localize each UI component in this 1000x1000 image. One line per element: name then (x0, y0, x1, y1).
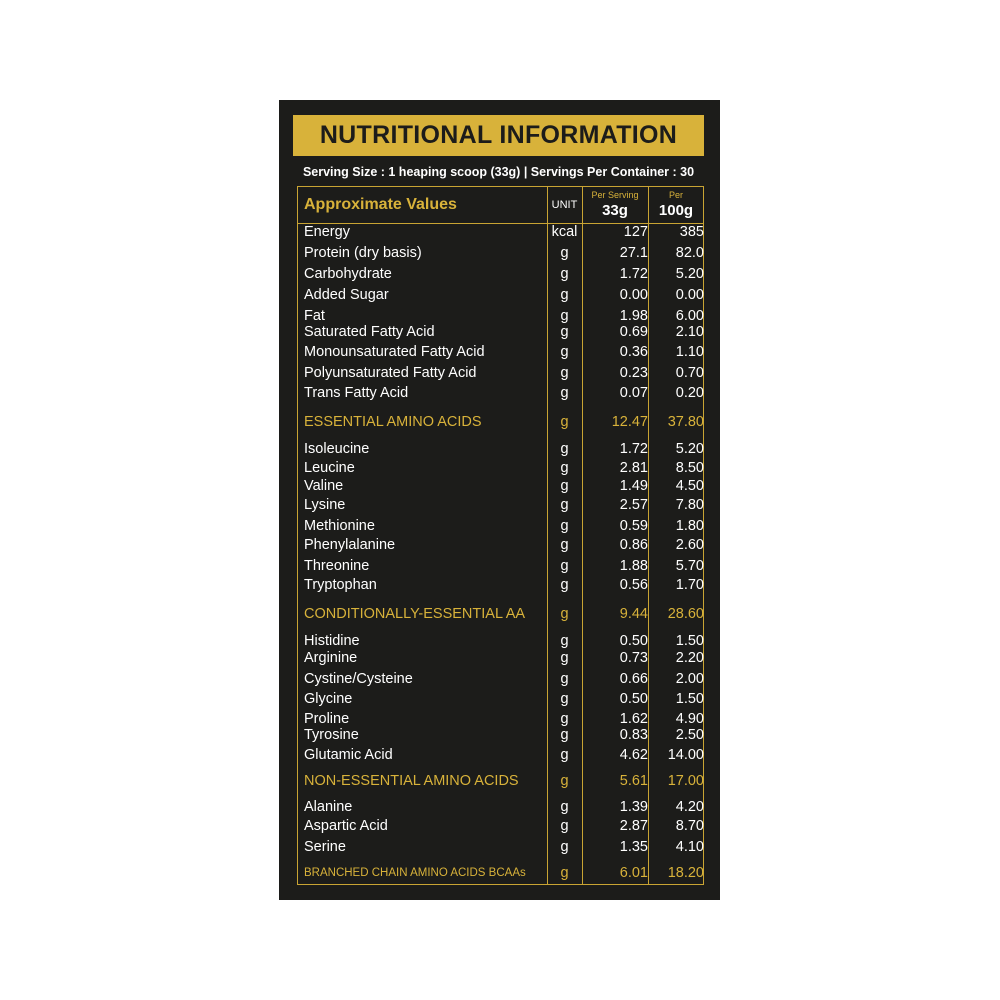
value-per-serving: 2.81 (619, 460, 648, 476)
nutrient-name: Methionine (304, 518, 375, 534)
nutrient-unit: g (560, 308, 569, 324)
value-per-serving: 0.00 (619, 287, 648, 303)
table-row (298, 649, 703, 667)
section-row (298, 413, 703, 431)
value-per-serving: 0.59 (619, 518, 648, 534)
table-row (298, 286, 703, 304)
header-unit: UNIT (551, 199, 578, 211)
value-per-serving: 9.44 (619, 606, 648, 622)
nutrient-unit: g (560, 691, 569, 707)
value-per-serving: 1.72 (619, 441, 648, 457)
value-per-serving: 0.36 (619, 344, 648, 360)
value-per-100g: 1.10 (675, 344, 704, 360)
nutrient-name: CONDITIONALLY-ESSENTIAL AA (304, 606, 526, 622)
nutrient-unit: g (560, 799, 569, 815)
value-per-100g: 18.20 (667, 865, 704, 881)
value-per-100g: 385 (679, 224, 704, 240)
nutrient-name: ESSENTIAL AMINO ACIDS (304, 414, 482, 430)
value-per-100g: 4.90 (675, 711, 704, 727)
nutrient-name: Arginine (304, 650, 358, 666)
section-row (298, 864, 703, 882)
value-per-100g: 2.60 (675, 537, 704, 553)
value-per-100g: 14.00 (667, 747, 704, 763)
header-per-100g-label: Per (668, 190, 683, 200)
table-row (298, 690, 703, 708)
nutrient-name: Serine (304, 839, 346, 855)
table-row (298, 343, 703, 361)
nutrient-unit: g (560, 414, 569, 430)
nutrient-unit: g (560, 711, 569, 727)
nutrient-unit: g (560, 633, 569, 649)
value-per-100g: 1.50 (675, 633, 704, 649)
value-per-serving: 127 (623, 224, 648, 240)
value-per-serving: 1.35 (619, 839, 648, 855)
value-per-serving: 0.83 (619, 727, 648, 743)
nutrient-name: Phenylalanine (304, 537, 396, 553)
value-per-100g: 4.20 (675, 799, 704, 815)
nutrient-name: Glycine (304, 691, 353, 707)
nutrient-unit: g (560, 839, 569, 855)
nutrient-name: Tryptophan (304, 577, 377, 593)
value-per-100g: 37.80 (667, 414, 704, 430)
table-row (298, 517, 703, 535)
nutrient-name: Added Sugar (304, 287, 389, 303)
nutrient-unit: g (560, 671, 569, 687)
value-per-serving: 1.49 (619, 478, 648, 494)
nutrient-name: Fat (304, 308, 325, 324)
value-per-serving: 0.66 (619, 671, 648, 687)
table-row (298, 496, 703, 514)
nutrient-name: Glutamic Acid (304, 747, 393, 763)
value-per-100g: 17.00 (667, 773, 704, 789)
nutrient-unit: g (560, 773, 569, 789)
nutrient-unit: g (560, 577, 569, 593)
nutrition-table (297, 186, 704, 885)
value-per-serving: 0.07 (619, 385, 648, 401)
table-row (298, 440, 703, 458)
value-per-serving: 0.69 (619, 324, 648, 340)
table-row (298, 265, 703, 283)
nutrient-name: NON-ESSENTIAL AMINO ACIDS (304, 773, 519, 789)
value-per-100g: 28.60 (667, 606, 704, 622)
nutrient-unit: g (560, 518, 569, 534)
table-row (298, 364, 703, 382)
section-row (298, 605, 703, 623)
value-per-100g: 2.10 (675, 324, 704, 340)
panel-title: NUTRITIONAL INFORMATION (293, 115, 704, 156)
nutrient-name: Monounsaturated Fatty Acid (304, 344, 485, 360)
value-per-serving: 1.98 (619, 308, 648, 324)
nutrition-panel (279, 100, 720, 900)
value-per-100g: 2.50 (675, 727, 704, 743)
nutrient-name: Carbohydrate (304, 266, 392, 282)
value-per-serving: 2.87 (619, 818, 648, 834)
nutrient-name: Cystine/Cysteine (304, 671, 413, 687)
header-name: Approximate Values (304, 196, 457, 213)
value-per-serving: 6.01 (619, 865, 648, 881)
nutrient-unit: g (560, 287, 569, 303)
table-row (298, 223, 703, 241)
nutrient-name: Lysine (304, 497, 346, 513)
table-row (298, 323, 703, 341)
value-per-serving: 1.88 (619, 558, 648, 574)
nutrient-unit: g (560, 537, 569, 553)
value-per-serving: 27.1 (619, 245, 648, 261)
header-per-serving-label: Per Serving (591, 190, 639, 200)
value-per-serving: 0.50 (619, 691, 648, 707)
table-row (298, 244, 703, 262)
value-per-100g: 2.20 (675, 650, 704, 666)
table-row (298, 632, 703, 650)
nutrient-unit: g (560, 460, 569, 476)
value-per-serving: 5.61 (619, 773, 648, 789)
nutrient-unit: g (560, 441, 569, 457)
nutrient-name: Aspartic Acid (304, 818, 388, 834)
value-per-100g: 0.20 (675, 385, 704, 401)
value-per-100g: 7.80 (675, 497, 704, 513)
value-per-100g: 1.80 (675, 518, 704, 534)
value-per-serving: 1.72 (619, 266, 648, 282)
header-per-100g-amount: 100g (658, 202, 694, 219)
nutrient-unit: g (560, 747, 569, 763)
table-row (298, 798, 703, 816)
nutrient-name: Saturated Fatty Acid (304, 324, 435, 340)
value-per-100g: 1.70 (675, 577, 704, 593)
table-row (298, 726, 703, 744)
nutrient-unit: g (560, 365, 569, 381)
nutrient-unit: g (560, 497, 569, 513)
nutrient-unit: g (560, 245, 569, 261)
value-per-serving: 0.56 (619, 577, 648, 593)
nutrient-unit: g (560, 558, 569, 574)
value-per-serving: 0.86 (619, 537, 648, 553)
header-per-100g (648, 189, 704, 223)
table-row (298, 384, 703, 402)
value-per-100g: 82.0 (675, 245, 704, 261)
value-per-serving: 12.47 (611, 414, 648, 430)
nutrient-name: Proline (304, 711, 350, 727)
value-per-serving: 1.62 (619, 711, 648, 727)
value-per-100g: 0.00 (675, 287, 704, 303)
nutrient-unit: g (560, 650, 569, 666)
value-per-serving: 0.50 (619, 633, 648, 649)
nutrient-name: Valine (304, 478, 344, 494)
nutrient-name: Energy (304, 224, 350, 240)
value-per-serving: 0.73 (619, 650, 648, 666)
nutrient-name: Polyunsaturated Fatty Acid (304, 365, 477, 381)
table-row (298, 746, 703, 764)
nutrient-name: Leucine (304, 460, 355, 476)
nutrient-unit: g (560, 344, 569, 360)
nutrient-unit: g (560, 606, 569, 622)
nutrient-name: Protein (dry basis) (304, 245, 422, 261)
table-row (298, 576, 703, 594)
nutrient-name: Alanine (304, 799, 353, 815)
nutrient-name: Tyrosine (304, 727, 359, 743)
value-per-100g: 4.10 (675, 839, 704, 855)
nutrient-name: Threonine (304, 558, 370, 574)
serving-info: Serving Size : 1 heaping scoop (33g) | Servings Per Container : 30 (302, 165, 695, 179)
value-per-100g: 4.50 (675, 478, 704, 494)
nutrient-unit: g (560, 818, 569, 834)
value-per-100g: 5.20 (675, 266, 704, 282)
value-per-100g: 8.50 (675, 460, 704, 476)
value-per-100g: 5.20 (675, 441, 704, 457)
nutrient-unit: g (560, 324, 569, 340)
nutrient-unit: g (560, 478, 569, 494)
table-row (298, 459, 703, 477)
value-per-serving: 0.23 (619, 365, 648, 381)
value-per-100g: 1.50 (675, 691, 704, 707)
nutrient-unit: g (560, 266, 569, 282)
value-per-serving: 2.57 (619, 497, 648, 513)
nutrient-unit: kcal (551, 224, 578, 240)
table-row (298, 557, 703, 575)
table-row (298, 536, 703, 554)
value-per-100g: 8.70 (675, 818, 704, 834)
nutrient-name: Histidine (304, 633, 360, 649)
header-per-serving-amount: 33g (602, 202, 628, 219)
header-per-serving (582, 189, 648, 223)
nutrient-unit: g (560, 727, 569, 743)
value-per-100g: 6.00 (675, 308, 704, 324)
value-per-100g: 2.00 (675, 671, 704, 687)
table-row (298, 477, 703, 495)
section-row (298, 772, 703, 790)
value-per-100g: 0.70 (675, 365, 704, 381)
value-per-serving: 1.39 (619, 799, 648, 815)
value-per-100g: 5.70 (675, 558, 704, 574)
nutrient-name: Isoleucine (304, 441, 370, 457)
nutrient-unit: g (560, 865, 569, 881)
table-row (298, 670, 703, 688)
value-per-serving: 4.62 (619, 747, 648, 763)
nutrient-name: BRANCHED CHAIN AMINO ACIDS BCAAs (304, 867, 526, 879)
table-row (298, 817, 703, 835)
nutrient-name: Trans Fatty Acid (304, 385, 409, 401)
table-row (298, 838, 703, 856)
nutrient-unit: g (560, 385, 569, 401)
